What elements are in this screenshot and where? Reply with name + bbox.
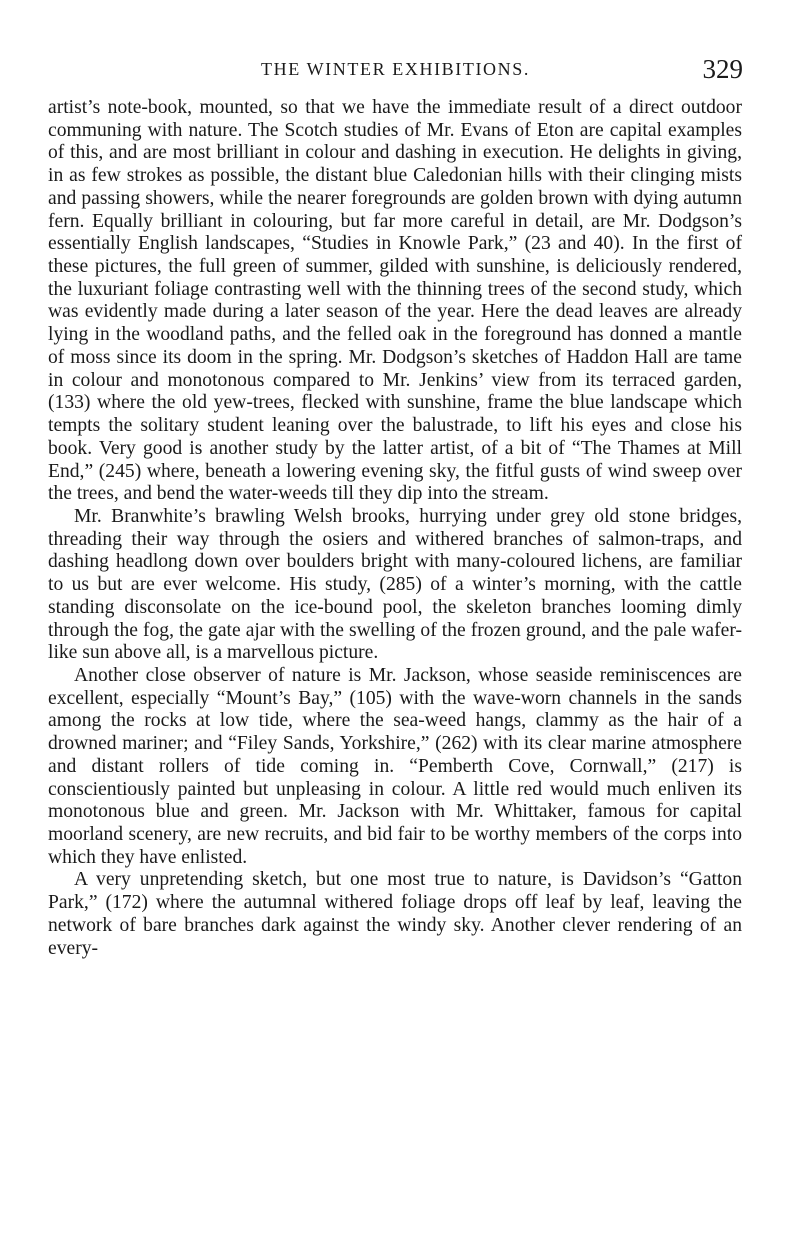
- paragraph-4: A very unpretending sketch, but one most true to nature, is Davidson’s “Gatton Park,” (172) where the autumnal withered foliage drops off leaf by leaf, leaving the network of bare branches dark against the windy sky. Another clever rendering of an every-: [48, 869, 742, 959]
- paragraph-2: Mr. Branwhite’s brawling Welsh brooks, hurrying under grey old stone bridges, threading their way through the osiers and withered branches of salmon-traps, and dashing headlong down over boulders bright with many-coloured lichens, are familiar to us but are ever welcome. His study, (285) of a winter’s morning, with the cattle standing disconsolate on the ice-bound pool, the skeleton branches looming dimly through the fog, the gate ajar with the swelling of the frozen ground, and the pale wafer-like sun above all, is a marvellous picture.: [48, 505, 742, 664]
- paragraph-1: artist’s note-book, mounted, so that we have the immediate result of a direct outdoor communing with nature. The Scotch studies of Mr. Evans of Eton are capital examples of this, and are most brilliant in colour and dashing in execution. He delights in giving, in as few strokes as possible, the distant blue Caledonian hills with their clinging mists and passing showers, while the nearer foregrounds are golden brown with dying autumn fern. Equally brilliant in colouring, but far more careful in detail, are Mr. Dodgson’s essentially English landscapes, “Studies in Knowle Park,” (23 and 40). In the first of these pictures, the full green of summer, gilded with sunshine, is deliciously rendered, the luxuriant foliage contrasting well with the thinning trees of the second study, which was evidently made during a later season of the year. Here the dead leaves are already lying in the woodland paths, and the felled oak in the foreground has donned a mantle of moss since its doom in the spring. Mr. Dodgson’s sketches of Haddon Hall are tame in colour and monotonous compared to Mr. Jenkins’ view from its terraced garden, (133) where the old yew-trees, flecked with sunshine, frame the blue landscape which tempts the solitary student leaning over the balustrade, to lift his eyes and close his book. Very good is another study by the latter artist, of a bit of “The Thames at Mill End,” (245) where, beneath a lowering evening sky, the fitful gusts of wind sweep over the trees, and bend the water-weeds till they dip into the stream.: [48, 97, 742, 505]
- paragraph-3: Another close observer of nature is Mr. Jackson, whose seaside reminiscences are excellent, especially “Mount’s Bay,” (105) with the wave-worn channels in the sands among the rocks at low tide, where the sea-weed hangs, clammy as the hair of a drowned mariner; and “Filey Sands, Yorkshire,” (262) with its clear marine atmosphere and distant rollers of tide coming in. “Pemberth Cove, Cornwall,” (217) is conscientiously painted but unpleasing in colour. A little red would much enliven its monotonous blue and green. Mr. Jackson with Mr. Whittaker, famous for capital moorland scenery, are new recruits, and bid fair to be worthy members of the corps into which they have enlisted.: [48, 664, 742, 868]
- running-title: THE WINTER EXHIBITIONS.: [261, 59, 530, 79]
- page-number: 329: [702, 54, 743, 84]
- body-text: [48, 97, 742, 960]
- running-head: [48, 54, 743, 86]
